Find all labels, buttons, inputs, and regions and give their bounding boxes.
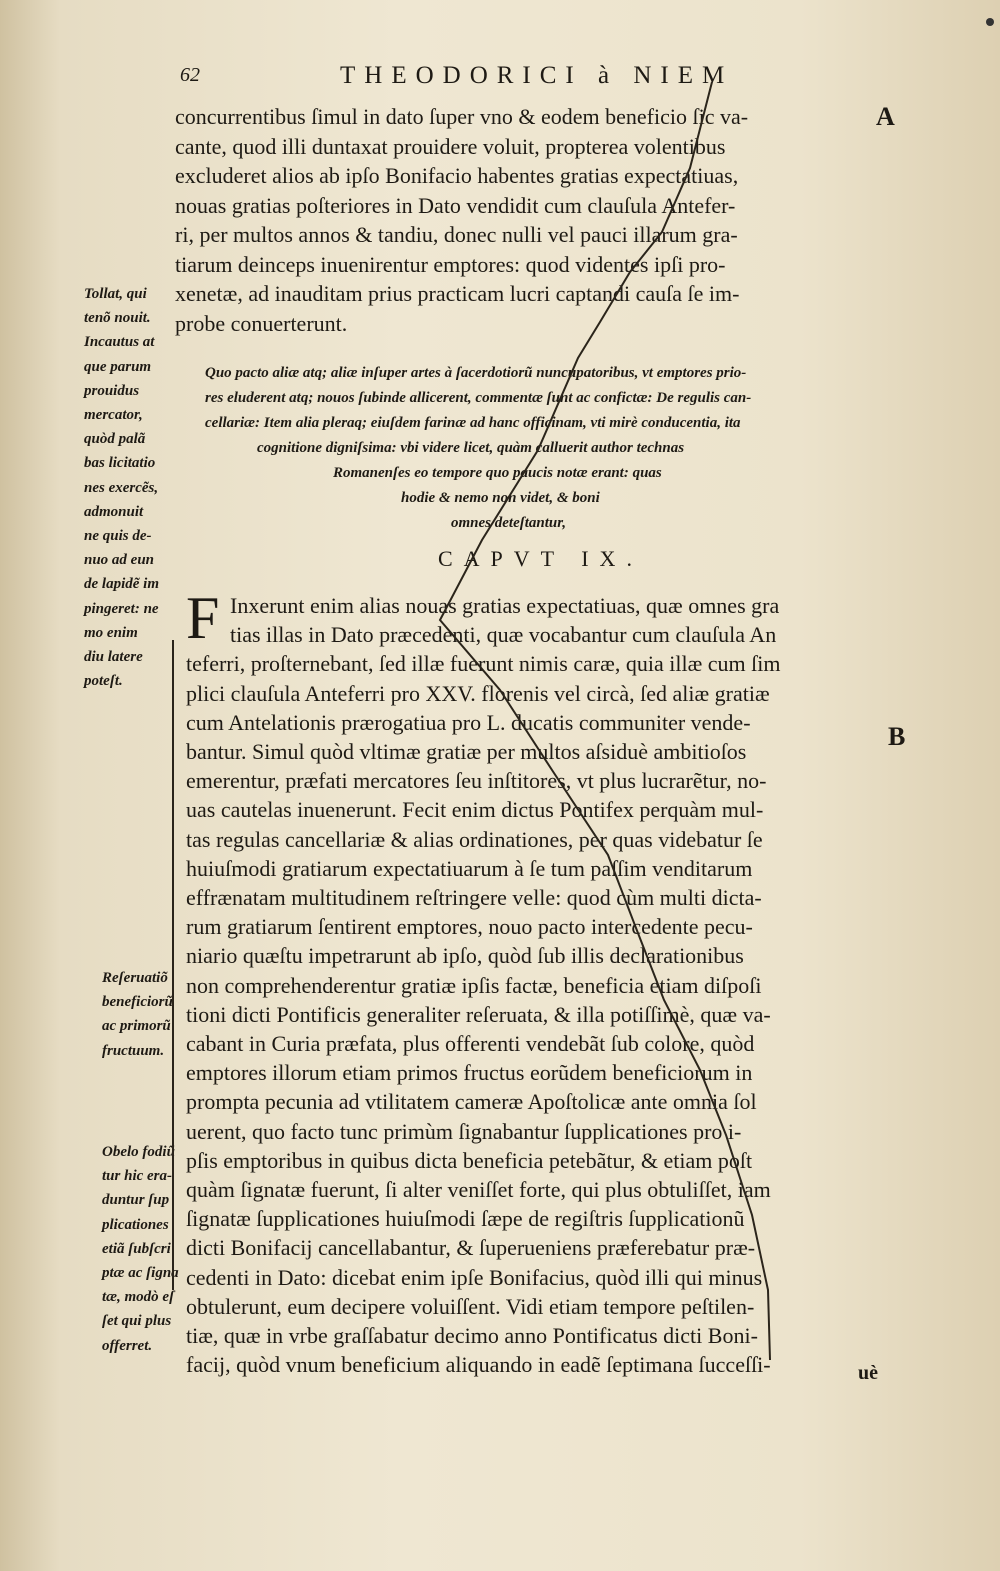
margin-line: nes exercẽs, (84, 479, 159, 496)
text-line: effrænatam multitudinem reſtringere velle: quod cùm multi dicta- (186, 885, 762, 911)
margin-line: de lapidẽ im (84, 576, 159, 593)
margin-line: Obelo fodiũ (102, 1144, 175, 1160)
text-line: prompta pecunia ad vtilitatem cameræ Apoſtolicæ ante omnia ſol (186, 1089, 757, 1115)
text-line: ri, per multos annos & tandiu, donec nulli vel pauci illarum gra- (175, 222, 738, 247)
margin-line: plicationes (102, 1216, 169, 1233)
margin-line: offerret. (102, 1337, 153, 1354)
text-line: non comprehenderentur gratiæ ipſis factæ, beneficia etiam diſpoſi (186, 972, 762, 998)
summary-line: Romanenſes eo tempore quo paucis notæ erant: quas (333, 465, 662, 481)
text-line: plici clauſula Anteferri pro XXV. florenis vel circà, ſed aliæ gratiæ (186, 680, 770, 706)
strike-path (440, 82, 770, 1360)
text-line: uas cautelas inuenerunt. Fecit enim dictus Pontifex perquàm mul- (186, 797, 764, 823)
text-line: tas regulas cancellariæ & alias ordinationes, per quas videbatur ſe (186, 826, 763, 852)
page-number: 62 (180, 64, 200, 86)
margin-line: duntur ſup (102, 1192, 170, 1209)
section-marker-a: A (876, 102, 895, 131)
margin-line: diu latere (84, 649, 143, 666)
margin-line: pingeret: ne (84, 600, 159, 617)
summary-line: cellariæ: Item alia pleraq; eiuſdem farinæ ad hanc officinam, vti mirè conducentia, ita (205, 415, 741, 431)
margin-line: admonuit (84, 503, 144, 520)
text-line: tioni dicti Pontificis generaliter reſeruata, & illa potiſſimè, quæ va- (186, 1001, 771, 1027)
margin-line: ne quis de- (84, 528, 152, 545)
margin-line: quòd palã (84, 431, 146, 448)
running-title: THEODORICI à NIEM (340, 62, 734, 89)
text-line: rum gratiarum ſentirent emptores, nouo pacto intercedente pecu- (186, 914, 753, 940)
margin-line: tur hic era- (102, 1168, 173, 1185)
text-line: cabant in Curia præfata, plus offerenti vendebãt ſub colore, quòd (186, 1031, 755, 1057)
text-line: tiæ, quæ in vrbe graſſabatur decimo anno Pontificatus dicti Boni- (186, 1323, 758, 1349)
text-line: cum Antelationis prærogatiua pro L. ducatis communiter vende- (186, 709, 751, 735)
drop-cap-initial: F (186, 585, 220, 651)
summary-line: omnes deteſtantur, (451, 515, 567, 531)
text-line: tiarum deinceps inuenirentur emptores: quod videntes ipſi pro- (175, 251, 726, 277)
summary-line: cognitione digniſsima: vbi videre licet, quàm calluerit author technas (257, 440, 685, 456)
text-line: facij, quòd vnum beneficium aliquando in eadẽ ſeptimana ſucceſſi- (186, 1352, 771, 1378)
text-line: emerentur, præfati mercatores ſeu inſtitores, vt plus lucrarẽtur, no- (186, 768, 767, 794)
text-line: teferri, proſternebant, ſed illæ fuerunt nimis caræ, quia illæ cum ſim (186, 651, 781, 677)
margin-line: Incautus at (84, 334, 155, 351)
text-line: niario quæſtu impetrarunt ab ipſo, quòd ſub illis declarationibus (186, 943, 744, 969)
text-line: emptores illorum etiam primos fructus eorũdem beneficiorum in (186, 1060, 753, 1086)
margin-line: ac primorũ (102, 1018, 171, 1035)
text-line: excluderet alios ab ipſo Bonifacio habentes gratias expectatiuas, (175, 163, 739, 188)
text-line: concurrentibus ſimul in dato ſuper vno & eodem beneficio ſic va- (175, 104, 749, 129)
catchword: uè (858, 1362, 878, 1384)
margin-line: Reſeruatiõ (102, 970, 168, 986)
text-line: dicti Bonifacij cancellabantur, & ſuperueniens præferebatur præ- (186, 1235, 756, 1261)
margin-line: mo enim (84, 624, 138, 641)
margin-line: poteſt. (84, 673, 123, 690)
text-line: pſis emptoribus in quibus dicta beneficia petebãtur, & etiam poſt (186, 1147, 753, 1173)
text-line: nouas gratias poſteriores in Dato vendidit cum clauſula Antefer- (175, 192, 736, 218)
margin-line: fructuum. (102, 1042, 165, 1059)
margin-line: prouidus (84, 382, 140, 399)
text-line: quàm ſignatæ fuerunt, ſi alter veniſſet forte, qui plus obtuliſſet, iam (186, 1177, 771, 1203)
chapter-heading: CAPVT IX. (438, 546, 643, 571)
margin-line: que parum (84, 358, 152, 375)
text-line: obtulerunt, eum decipere voluiſſent. Vidi etiam tempore peſtilen- (186, 1293, 755, 1319)
text-line: ſignatæ ſupplicationes huiuſmodi ſæpe de regiſtris ſupplicationũ (186, 1206, 745, 1232)
margin-line: nuo ad eun (84, 552, 155, 569)
text-line: uerent, quo facto tunc primùm ſignabantur ſupplicationes pro i- (186, 1118, 742, 1144)
margin-line: beneficiorũ (102, 994, 173, 1011)
margin-line: etiã ſubſcri (102, 1240, 171, 1257)
text-line: bantur. Simul quòd vltimæ gratiæ per multos aſsiduè ambitioſos (186, 739, 747, 765)
text-line: probe conuerterunt. (175, 310, 348, 336)
text-line: cedenti in Dato: dicebat enim ipſe Bonifacius, quòd illi qui minus (186, 1264, 763, 1290)
margin-line: tenõ nouit. (84, 310, 151, 327)
margin-line: ſet qui plus (102, 1313, 172, 1330)
summary-line: Quo pacto aliæ atq; aliæ inſuper artes à ſacerdotiorũ nuncupatoribus, vt emptores prio- (205, 365, 747, 381)
text-line: xenetæ, ad inauditam prius practicam lucri captandi cauſa ſe im- (175, 281, 740, 306)
margin-line: tæ, modò eſ (102, 1289, 175, 1306)
margin-line: bas licitatio (84, 455, 156, 472)
margin-line: mercator, (84, 407, 143, 424)
text-line: huiuſmodi gratiarum expectatiuarum à ſe tum paſſim venditarum (186, 855, 753, 881)
margin-line: ptæ ac ſigna (102, 1265, 179, 1282)
text-line: Inxerunt enim alias nouas gratias expectatiuas, quæ omnes gra (230, 593, 780, 618)
summary-line: res eluderent atq; nouos ſubinde allicerent, commentæ ſunt ac confictæ: De regulis can- (205, 390, 752, 406)
text-line: tias illas in Dato præcedenti, quæ vocabantur cum clauſula An (230, 622, 777, 648)
section-marker-b: B (888, 722, 906, 751)
text-line: cante, quod illi duntaxat prouidere voluit, propterea volentibus (175, 133, 726, 159)
margin-line: Tollat, qui (84, 286, 147, 302)
summary-line: hodie & nemo non videt, & boni (401, 490, 600, 506)
